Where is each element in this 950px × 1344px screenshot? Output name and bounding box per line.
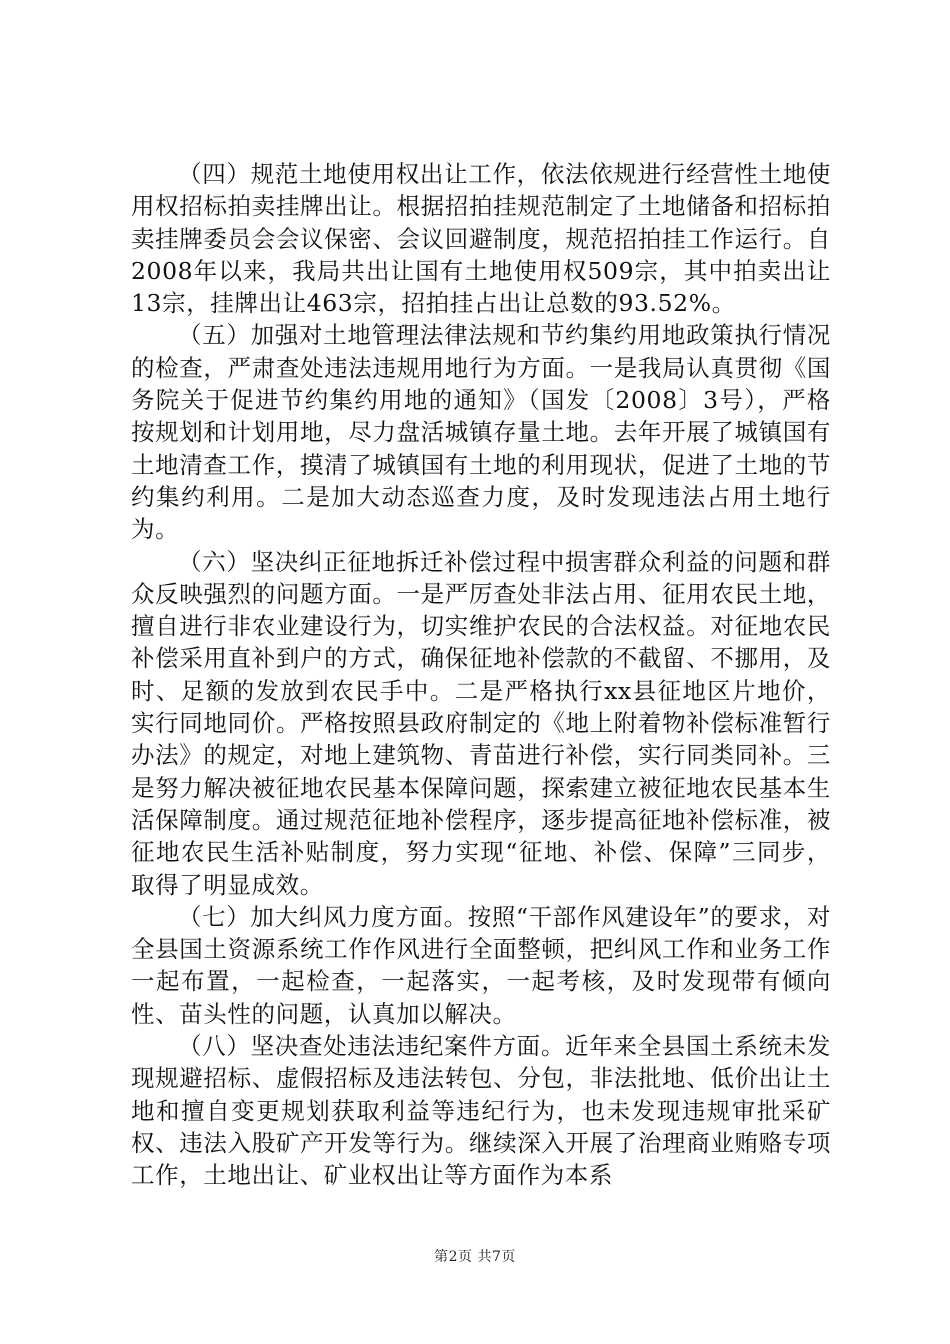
paragraph-7: （七）加大纠风力度方面。按照“干部作风建设年”的要求，对全县国土资源系统工作作风进行全面整顿，把纠风工作和业务工作一起布置，一起检查，一起落实，一起考核，及时发现带有倾向性、苗头性的问题，认真加以解决。 (131, 902, 831, 1028)
paragraph-5: （五）加强对土地管理法律法规和节约集约用地政策执行情况的检查，严肃查处违法违规用地行为方面。一是我局认真贯彻《国务院关于促进节约集约用地的通知》（国发〔2008〕3号），严格按规划和计划用地，尽力盘活城镇存量土地。去年开展了城镇国有土地清查工作，摸清了城镇国有土地的利用现状，促进了土地的节约集约利用。二是加大动态巡查力度，及时发现违法占用土地行为。 (131, 321, 831, 544)
paragraph-6: （六）坚决纠正征地拆迁补偿过程中损害群众利益的问题和群众反映强烈的问题方面。一是严厉查处非法占用、征用农民土地，擅自进行非农业建设行为，切实维护农民的合法权益。对征地农民补偿采用直补到户的方式，确保征地补偿款的不截留、不挪用，及时、足额的发放到农民手中。二是严格执行xx县征地区片地价，实行同地同价。严格按照县政府制定的《地上附着物补偿标准暂行办法》的规定，对地上建筑物、青苗进行补偿，实行同类同补。三是努力解决被征地农民基本保障问题，探索建立被征地农民基本生活保障制度。通过规范征地补偿程序，逐步提高征地补偿标准，被征地农民生活补贴制度，努力实现“征地、补偿、保障”三同步，取得了明显成效。 (131, 547, 831, 899)
paragraph-4: （四）规范土地使用权出让工作，依法依规进行经营性土地使用权招标拍卖挂牌出让。根据招拍挂规范制定了土地储备和招标拍卖挂牌委员会会议保密、会议回避制度，规范招拍挂工作运行。自2008年以来，我局共出让国有土地使用权509宗，其中拍卖出让13宗，挂牌出让463宗，招拍挂占出让总数的93.52%。 (131, 160, 831, 318)
page-number-footer: 第2页 共7页 (434, 1249, 516, 1265)
document-body (131, 158, 831, 1192)
paragraph-8: （八）坚决查处违法违纪案件方面。近年来全县国土系统未发现规避招标、虚假招标及违法转包、分包，非法批地、低价出让土地和擅自变更规划获取利益等违纪行为，也未发现违规审批采矿权、违法入股矿产开发等行为。继续深入开展了治理商业贿赂专项工作，土地出让、矿业权出让等方面作为本系 (131, 1032, 831, 1190)
